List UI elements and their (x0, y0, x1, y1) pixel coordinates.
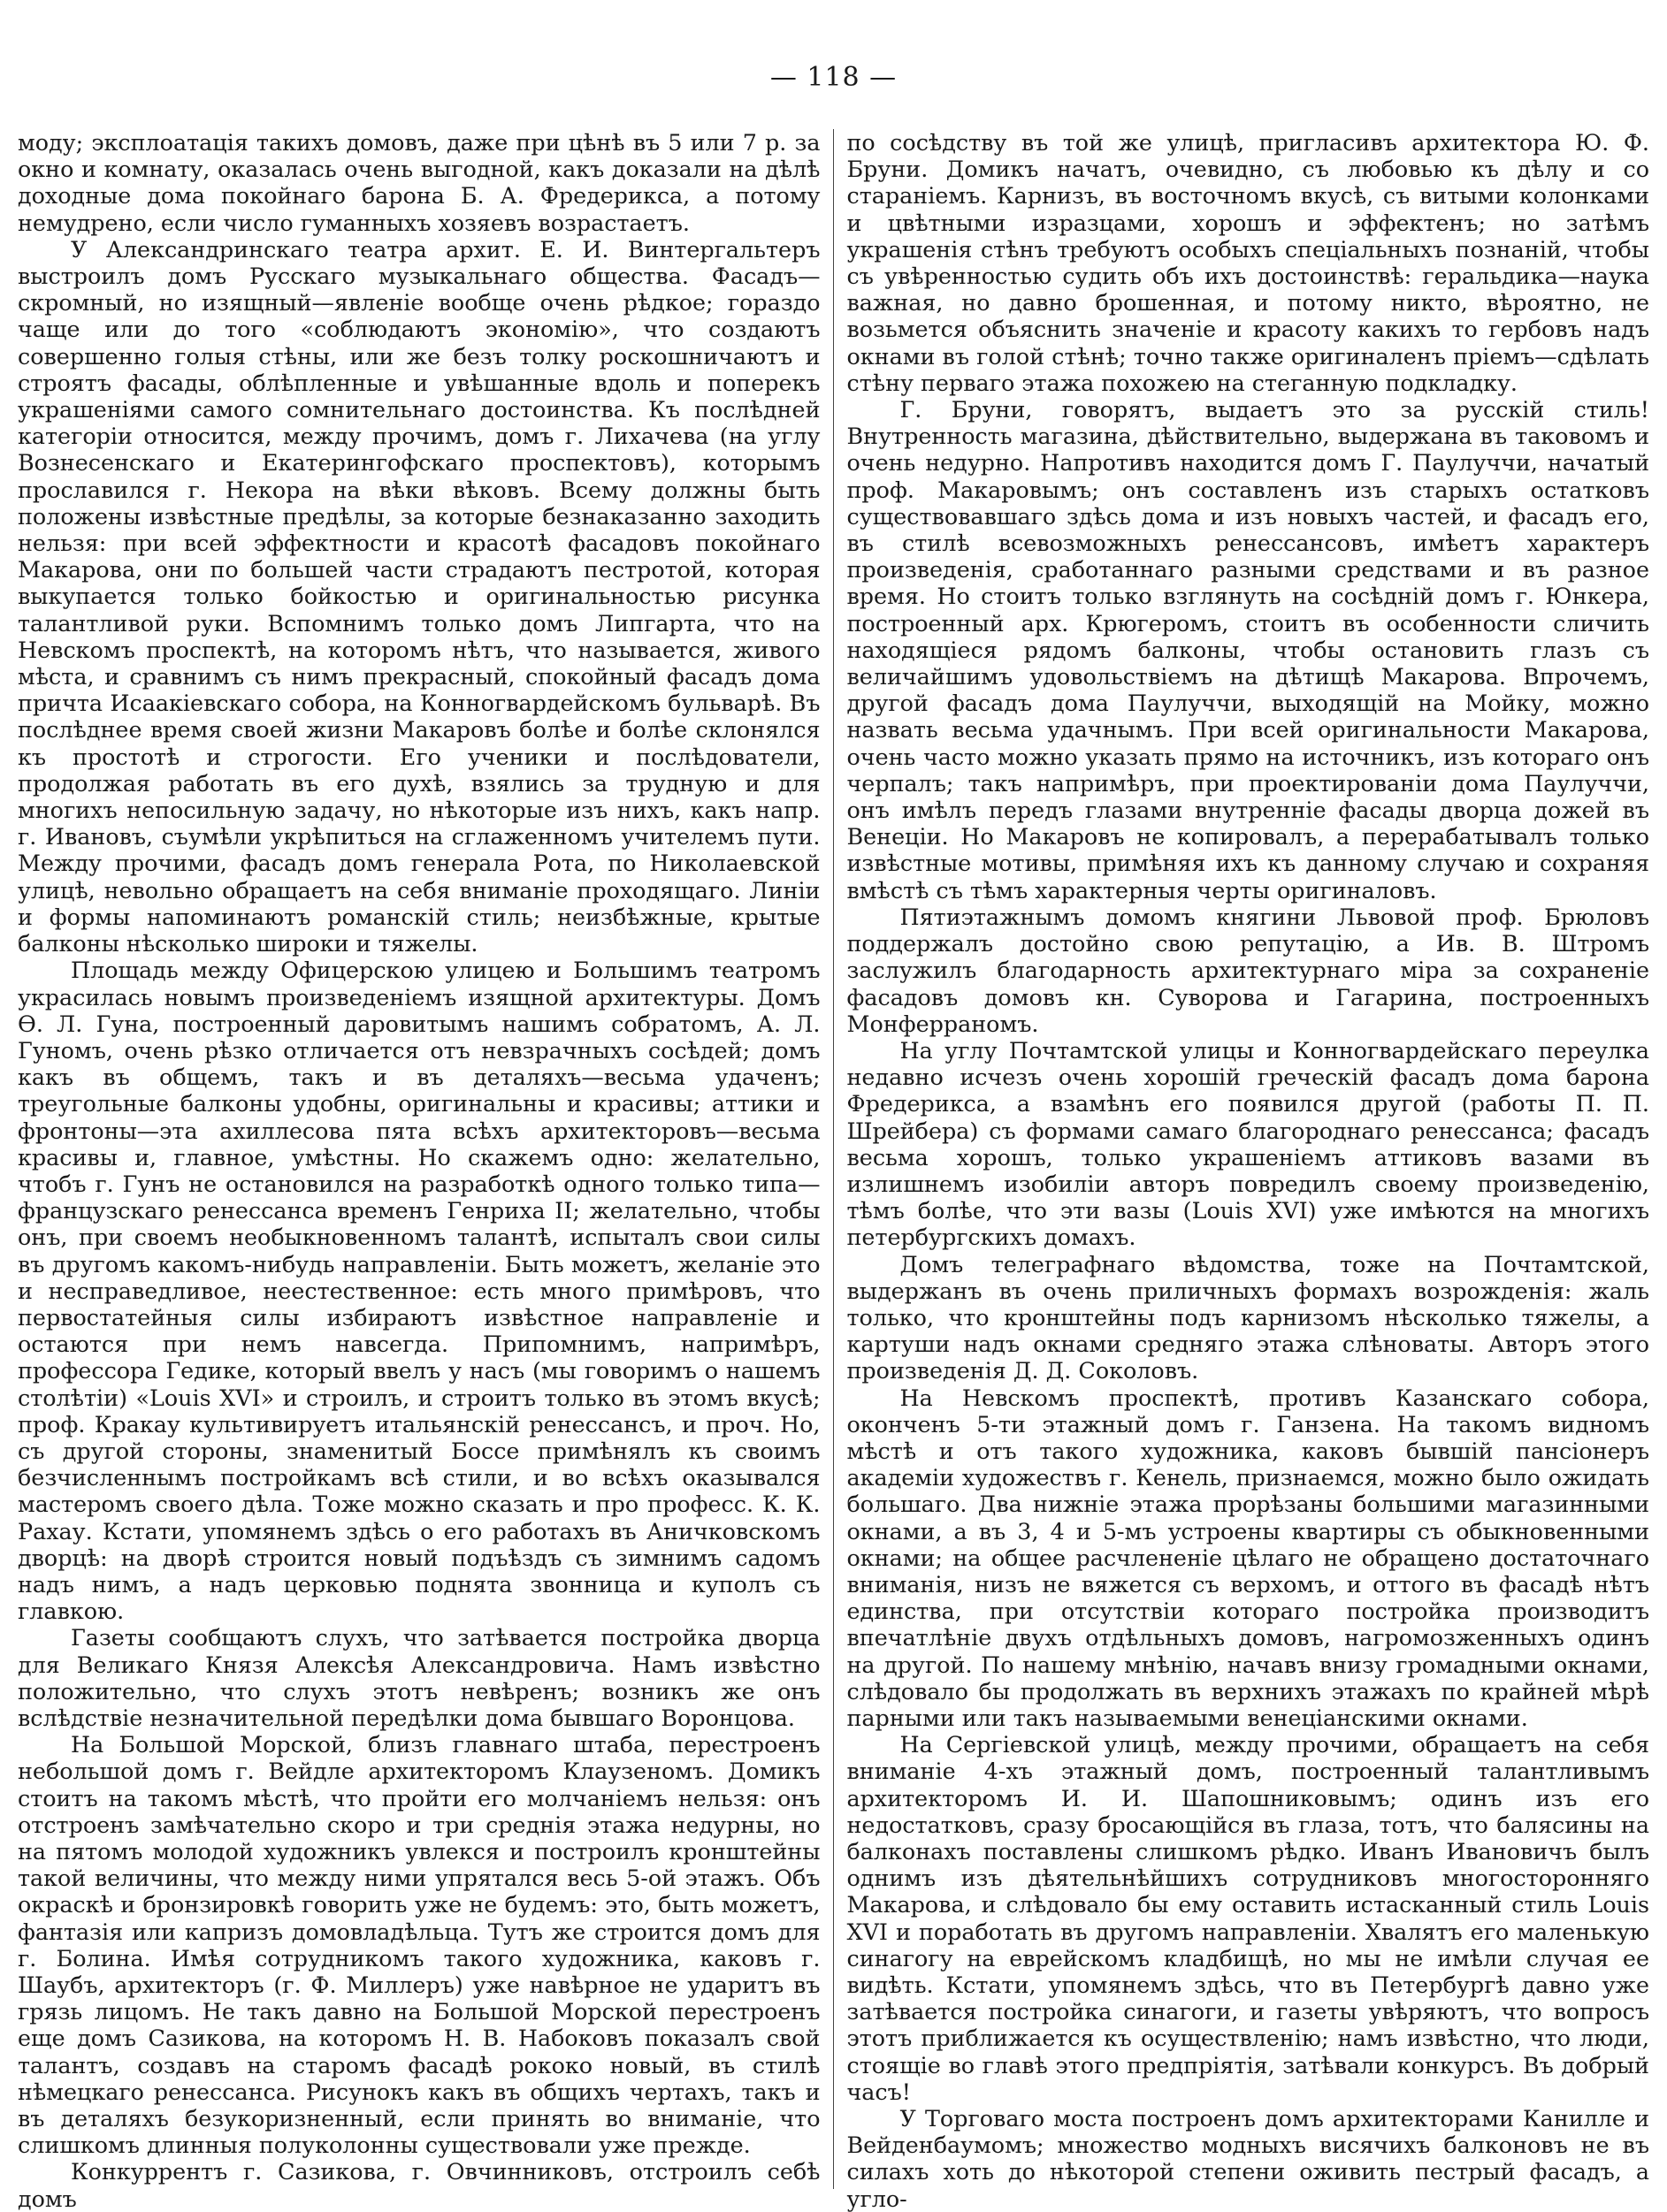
column-divider (833, 129, 834, 2189)
right-column (846, 129, 1650, 2212)
paragraph: по сосѣдству въ той же улицѣ, пригласивъ архитектора Ю. Ф. Бруни. Домикъ начатъ, очевидно, съ любовью къ дѣлу и со стараніемъ. Карнизъ, въ восточномъ вкусѣ, съ витыми колонками и цвѣтными изразцами, хорошъ и эффектенъ; но затѣмъ украшенія стѣнъ требуютъ особыхъ спеціальныхъ познаній, чтобы съ увѣренностью судить объ ихъ достоинствѣ: геральдика—наука важная, но давно брошенная, и потому никто, вѣроятно, не возьмется объяснить значеніе и красоту какихъ то гербовъ надъ окнами въ голой стѣнѣ; точно также оригиналенъ пріемъ—сдѣлать стѣну перваго этажа похожею на стеганную подкладку. (846, 129, 1649, 396)
paragraph: У Торговаго моста построенъ домъ архитекторами Канилле и Вейденбаумомъ; множество модныхъ висячихъ балконовъ не въ силахъ хоть до нѣкоторой степени оживить пестрый фасадъ, а угло- (846, 2105, 1649, 2212)
page-number: — 118 — (769, 62, 898, 93)
paragraph: Площадь между Офицерскою улицею и Большимъ театромъ украсилась новымъ произведеніемъ изящной архитектуры. Домъ Ѳ. Л. Гуна, построенный даровитымъ нашимъ собратомъ, А. Л. Гуномъ, очень рѣзко отличается отъ невзрачныхъ сосѣдей; домъ какъ въ общемъ, такъ и въ деталяхъ—весьма удаченъ; треугольные балконы удобны, оригинальны и красивы; аттики и фронтоны—эта ахиллесова пята всѣхъ архитекторовъ—весьма красивы и, главное, умѣстны. Но скажемъ одно: желательно, чтобъ г. Гунъ не остановился на разработкѣ одного только типа—французскаго ренессанса временъ Генриха II; желательно, чтобы онъ, при своемъ необыкновенномъ талантѣ, испыталъ свои силы въ другомъ какомъ-нибудь направленіи. Быть можетъ, желаніе это и несправедливое, неестественное: есть много примѣровъ, что первостатейныя силы избираютъ извѣстное направленіе и остаются при немъ навсегда. Припомнимъ, напримѣръ, профессора Гедике, который ввелъ у насъ (мы говоримъ о нашемъ столѣтіи) «Louis XVI» и строилъ, и строитъ только въ этомъ вкусѣ; проф. Кракау культивируетъ итальянскій ренессансъ, и проч. Но, съ другой стороны, знаменитый Боссе примѣнялъ къ своимъ безчисленнымъ постройкамъ всѣ стили, и во всѣхъ оказывался мастеромъ своего дѣла. Тоже можно сказать и про професс. К. К. Рахау. Кстати, упомянемъ здѣсь о его работахъ въ Аничковскомъ дворцѣ: на дворѣ строится новый подъѣздъ съ зимнимъ садомъ надъ нимъ, а надъ церковью поднята звонница и куполъ съ главкою. (18, 957, 821, 1625)
paragraph: Конкуррентъ г. Сазикова, г. Овчинниковъ, отстроилъ себѣ домъ (18, 2158, 821, 2212)
paragraph: моду; эксплоатація такихъ домовъ, даже при цѣнѣ въ 5 или 7 р. за окно и комнату, оказалась очень выгодной, какъ доказали на дѣлѣ доходные дома покойнаго барона Б. А. Фредерикса, а потому немудрено, если число гуманныхъ хозяевъ возрастаетъ. (18, 129, 821, 236)
left-column (18, 129, 821, 2212)
paragraph: Пятиэтажнымъ домомъ княгини Львовой проф. Брюловъ поддержалъ достойно свою репутацію, а Ив. В. Штромъ заслужилъ благодарность архитектурнаго міра за сохраненіе фасадовъ домовъ кн. Суворова и Гагарина, построенныхъ Монферраномъ. (846, 903, 1649, 1037)
paragraph: На Невскомъ проспектѣ, противъ Казанскаго собора, оконченъ 5-ти этажный домъ г. Ганзена. На такомъ видномъ мѣстѣ и отъ такого художника, каковъ бывшій пансіонеръ академіи художествъ г. Кенель, признаемся, можно было ожидать большаго. Два нижніе этажа прорѣзаны большими магазинными окнами, а въ 3, 4 и 5-мъ устроены квартиры съ обыкновенными окнами; на общее расчлененіе цѣлаго не обращено достаточнаго вниманія, низъ не вяжется съ верхомъ, и оттого въ фасадѣ нѣтъ единства, при отсутствіи котораго постройка производитъ впечатлѣніе двухъ отдѣльныхъ домовъ, нагромозженныхъ одинъ на другой. По нашему мнѣнію, начавъ внизу громадными окнами, слѣдовало бы продолжать въ верхнихъ этажахъ по крайней мѣрѣ парными или такъ называемыми венеціанскими окнами. (846, 1384, 1649, 1731)
paragraph: Домъ телеграфнаго вѣдомства, тоже на Почтамтской, выдержанъ въ очень приличныхъ формахъ возрожденія: жаль только, что кронштейны подъ карнизомъ нѣсколько тяжелы, а картуши надъ окнами средняго этажа слѣноваты. Авторъ этого произведенія Д. Д. Соколовъ. (846, 1250, 1649, 1384)
paragraph: Газеты сообщаютъ слухъ, что затѣвается постройка дворца для Великаго Князя Алексѣя Александровича. Намъ извѣстно положительно, что слухъ этотъ невѣренъ; возникъ же онъ вслѣдствіе незначительной передѣлки дома бывшаго Воронцова. (18, 1624, 821, 1731)
paragraph: На углу Почтамтской улицы и Конногвардейскаго переулка недавно исчезъ очень хорошій греческій фасадъ дома барона Фредерикса, а взамѣнъ его появился другой (работы П. П. Шрейбера) съ формами самаго благороднаго ренессанса; фасадъ весьма хорошъ, только украшеніемъ аттиковъ вазами въ излишнемъ изобиліи авторъ повредилъ своему произведенію, тѣмъ болѣе, что эти вазы (Louis XVI) уже имѣются на многихъ петербургскихъ домахъ. (846, 1036, 1649, 1251)
paragraph: Г. Бруни, говорятъ, выдаетъ это за русскій стиль! Внутренность магазина, дѣйствительно, выдержана въ таковомъ и очень недурно. Напротивъ находится домъ Г. Паулуччи, начатый проф. Макаровымъ; онъ составленъ изъ старыхъ остатковъ существовавшаго здѣсь дома и изъ новыхъ частей, и фасадъ его, въ стилѣ всевозможныхъ ренессансовъ, имѣетъ характеръ произведенія, сработаннаго разными средствами и въ разное время. Но стоитъ только взглянуть на сосѣдній домъ г. Юнкера, построенный арх. Крюгеромъ, стоитъ въ особенности сличить находящіеся рядомъ балконы, чтобы остановить глазъ съ величайшимъ удовольствіемъ на дѣтищѣ Макарова. Впрочемъ, другой фасадъ дома Паулуччи, выходящій на Мойку, можно назвать весьма удачнымъ. При всей оригинальности Макарова, очень часто можно указать прямо на источникъ, изъ котораго онъ черпалъ; такъ напримѣръ, при проектированіи дома Паулуччи, онъ имѣлъ передъ глазами внутренніе фасады дворца дожей въ Венеціи. Но Макаровъ не копировалъ, а перерабатывалъ только извѣстные мотивы, примѣняя ихъ къ данному случаю и сохраняя вмѣстѣ съ тѣмъ характерныя черты оригиналовъ. (846, 396, 1649, 904)
paragraph: На Сергіевской улицѣ, между прочими, обращаетъ на себя вниманіе 4-хъ этажный домъ, построенный талантливымъ архитекторомъ И. И. Шапошниковымъ; одинъ изъ его недостатковъ, сразу бросающійся въ глаза, тотъ, что балясины на балконахъ поставлены слишкомъ рѣдко. Иванъ Ивановичъ былъ однимъ изъ дѣятельнѣйшихъ сотрудниковъ многосторонняго Макарова, и слѣдовало бы ему оставить истасканный стиль Louis XVI и поработать въ другомъ направленіи. Хвалятъ его маленькую синагогу на еврейскомъ кладбищѣ, но мы не имѣли случая ее видѣть. Кстати, упомянемъ здѣсь, что въ Петербургѣ давно уже затѣвается постройка синагоги, и газеты увѣряютъ, что вопросъ этотъ приближается къ осуществленію; намъ извѣстно, что люди, стоящіе во главѣ этого предпріятія, затѣвали конкурсъ. Въ добрый часъ! (846, 1731, 1649, 2105)
paragraph: У Александринскаго театра архит. Е. И. Винтергальтеръ выстроилъ домъ Русскаго музыкальнаго общества. Фасадъ—скромный, но изящный—явленіе вообще очень рѣдкое; гораздо чаще или до того «соблюдаютъ экономію», что создаютъ совершенно голыя стѣны, или же безъ толку роскошничаютъ и строятъ фасады, облѣпленные и увѣшанные вдоль и поперекъ украшеніями самого сомнительнаго достоинства. Къ послѣдней категоріи относится, между прочимъ, домъ г. Лихачева (на углу Вознесенскаго и Екатерингофскаго проспектовъ), которымъ прославился г. Некора на вѣки вѣковъ. Всему должны быть положены извѣстные предѣлы, за которые безнаказанно заходить нельзя: при всей эффектности и красотѣ фасадовъ покойнаго Макарова, они по большей части страдаютъ пестротой, которая выкупается только бойкостью и оригинальностью рисунка талантливой руки. Вспомнимъ только домъ Липгарта, что на Невскомъ проспектѣ, на которомъ нѣтъ, что называется, живого мѣста, и сравнимъ съ нимъ прекрасный, спокойный фасадъ дома причта Исаакіевскаго собора, на Конногвардейскомъ бульварѣ. Въ послѣднее время своей жизни Макаровъ болѣе и болѣе склонялся къ простотѣ и строгости. Его ученики и послѣдователи, продолжая работать въ его духѣ, взялись за трудную и для многихъ непосильную задачу, но нѣкоторые изъ нихъ, какъ напр. г. Ивановъ, съумѣли укрѣпиться на сглаженномъ учителемъ пути. Между прочими, фасадъ домъ генерала Рота, по Николаевской улицѣ, невольно обращаетъ на себя вниманіе проходящаго. Линіи и формы напоминаютъ романскій стиль; неизбѣжные, крытые балконы нѣсколько широки и тяжелы. (18, 235, 821, 957)
paragraph: На Большой Морской, близъ главнаго штаба, перестроенъ небольшой домъ г. Вейдле архитекторомъ Клаузеномъ. Домикъ стоитъ на такомъ мѣстѣ, что пройти его молчаніемъ нельзя: онъ отстроенъ замѣчательно скоро и три среднія этажа недурны, но на пятомъ молодой художникъ увлекся и построилъ кронштейны такой величины, что между ними упрятался весь 5-ой этажъ. Объ окраскѣ и бронзировкѣ говорить уже не будемъ: это, быть можетъ, фантазія или капризъ домовладѣльца. Тутъ же строится домъ для г. Болина. Имѣя сотрудникомъ такого художника, каковъ г. Шаубъ, архитекторъ (г. Ф. Миллеръ) уже навѣрное не ударитъ въ грязь лицомъ. Не такъ давно на Большой Морской перестроенъ еще домъ Сазикова, на которомъ Н. В. Набоковъ показалъ свой талантъ, создавъ на старомъ фасадѣ рококо новый, въ стилѣ нѣмецкаго ренессанса. Рисунокъ какъ въ общихъ чертахъ, такъ и въ деталяхъ безукоризненный, если принять во вниманіе, что слишкомъ длинныя полуколонны существовали уже прежде. (18, 1731, 821, 2159)
